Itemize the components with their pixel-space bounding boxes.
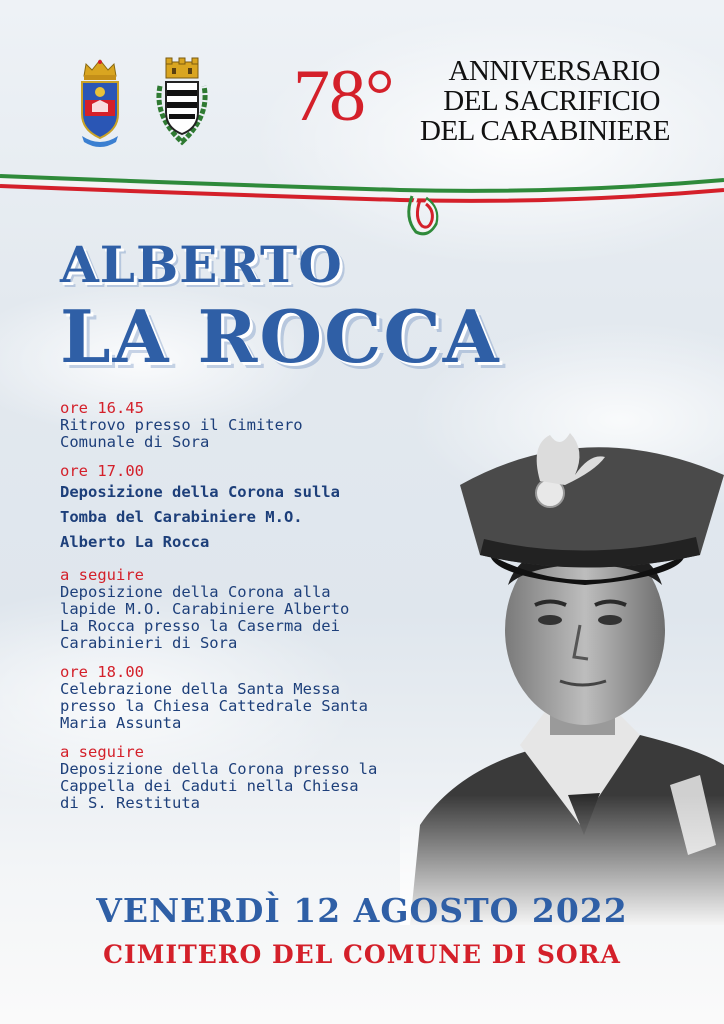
anniversary-line: DEL SACRIFICIO [443, 85, 660, 117]
list-item [60, 664, 480, 732]
anniversary-line: DEL CARABINIERE [420, 115, 670, 147]
anniversary-title [420, 55, 670, 147]
event-place: CIMITERO DEL COMUNE DI SORA [103, 940, 621, 969]
program-description: Deposizione della Corona alla lapide M.O. Carabiniere Alberto La Rocca presso la Caserma dei Carabinieri di Sora [60, 583, 350, 652]
carabinieri-crest-icon [76, 56, 124, 150]
program-time: ore 18.00 [60, 663, 144, 681]
list-item [60, 400, 480, 451]
honoree-first-name: ALBERTO [60, 235, 343, 294]
program-description: Deposizione della Corona presso la Cappella dei Caduti nella Chiesa di S. Restituta [60, 760, 378, 812]
event-date: VENERDÌ 12 AGOSTO 2022 [96, 891, 628, 930]
program-list [60, 400, 480, 824]
tricolore-ribbon-icon [0, 168, 724, 240]
program-description: Ritrovo presso il Cimitero Comunale di Sora [60, 416, 303, 451]
program-time: ore 17.00 [60, 462, 144, 480]
program-time: ore 16.45 [60, 399, 144, 417]
program-time: a seguire [60, 566, 144, 584]
sora-crest-icon [152, 56, 212, 148]
program-description: Deposizione della Corona sulla Tomba del Carabiniere M.O. Alberto La Rocca [60, 483, 340, 551]
program-time: a seguire [60, 743, 144, 761]
anniversary-number: 78° [293, 55, 394, 137]
anniversary-line: ANNIVERSARIO [448, 55, 660, 87]
honoree-last-name: LA ROCCA [60, 294, 501, 379]
list-item [60, 567, 480, 652]
list-item [60, 463, 480, 555]
program-description: Celebrazione della Santa Messa presso la Chiesa Cattedrale Santa Maria Assunta [60, 680, 368, 732]
list-item [60, 744, 480, 812]
